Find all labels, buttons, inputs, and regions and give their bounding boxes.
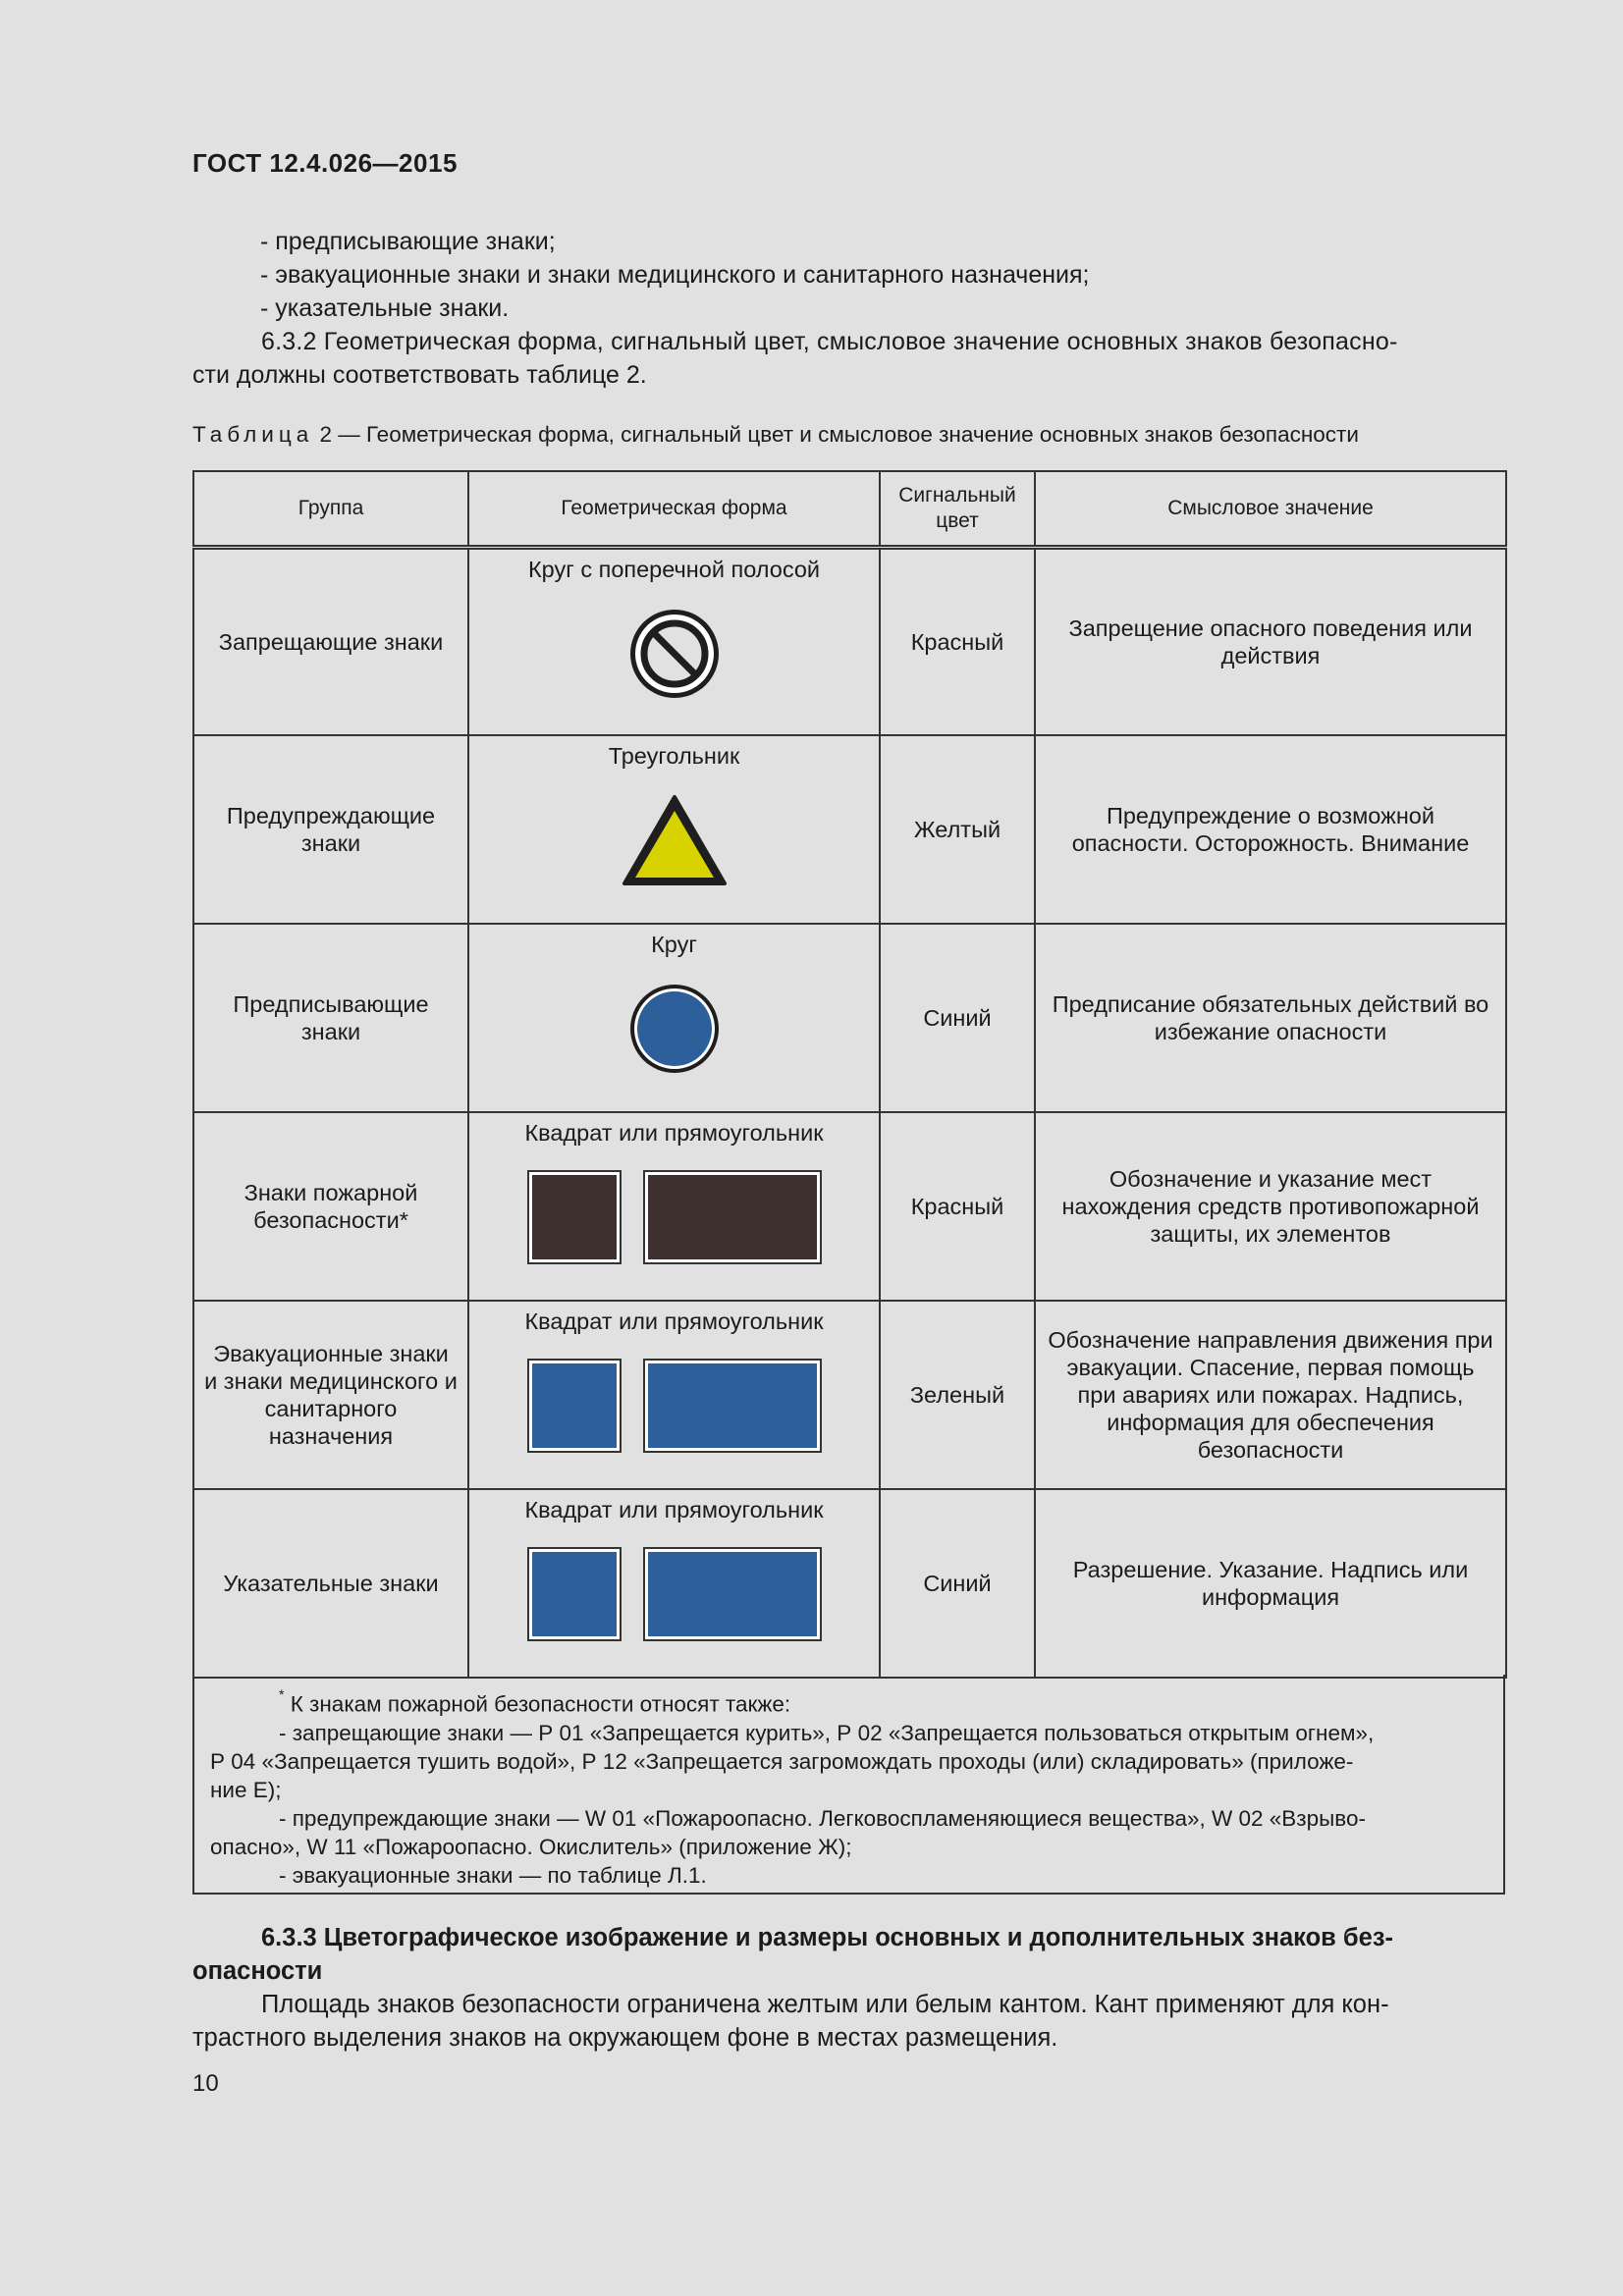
header-group: Группа <box>193 471 468 547</box>
section-title-line2: опасности <box>192 1957 323 1985</box>
cell-color: Красный <box>880 1112 1035 1301</box>
cell-shape <box>468 1489 880 1678</box>
warning-triangle-icon <box>621 793 729 887</box>
cell-meaning: Предупреждение о возможной опасности. Осторожность. Внимание <box>1035 735 1506 924</box>
shape-label: Квадрат или прямоугольник <box>524 1308 824 1334</box>
table-caption <box>192 422 1359 448</box>
cell-group: Эвакуационные знаки и знаки медицинского и санитарного назначения <box>193 1301 468 1489</box>
footnote-line: - эвакуационные знаки — по таблице Л.1. <box>279 1862 707 1888</box>
cell-shape <box>468 1301 880 1489</box>
square-swatch <box>529 1361 620 1451</box>
indicator-rectangles-icon <box>479 1545 869 1643</box>
section-body-line1: Площадь знаков безопасности ограничена желтым или белым кантом. Кант применяют для кон- <box>261 1991 1389 2018</box>
cell-group: Запрещающие знаки <box>193 547 468 735</box>
cell-group: Предписывающие знаки <box>193 924 468 1112</box>
table-row <box>193 547 1506 735</box>
shape-label: Круг <box>651 932 697 957</box>
cell-meaning: Запрещение опасного поведения или действия <box>1035 547 1506 735</box>
document-code-header: ГОСТ 12.4.026—2015 <box>192 148 458 178</box>
table-footnote <box>192 1675 1505 1895</box>
shape-label: Круг с поперечной полосой <box>527 556 821 582</box>
clause-6-3-2 <box>192 325 1504 392</box>
table-caption-text: 2 — Геометрическая форма, сигнальный цвет и смысловое значение основных знаков безопасности <box>313 422 1359 447</box>
cell-color: Красный <box>880 547 1035 735</box>
list-item: - указательные знаки. <box>260 294 510 322</box>
header-shape: Геометрическая форма <box>468 471 880 547</box>
shape-label: Квадрат или прямоугольник <box>524 1497 824 1522</box>
square-swatch <box>529 1172 620 1262</box>
cell-color: Синий <box>880 1489 1035 1678</box>
prohibition-sign-icon <box>627 607 722 701</box>
cell-meaning: Предписание обязательных действий во избежание опасности <box>1035 924 1506 1112</box>
cell-color: Желтый <box>880 735 1035 924</box>
rectangle-swatch <box>645 1172 820 1262</box>
footnote-line: - предупреждающие знаки — W 01 «Пожароопасно. Легковоспламеняющиеся вещества», W 02 «Взрыво- <box>279 1805 1366 1831</box>
footnote-marker: * <box>279 1686 285 1702</box>
footnote-line: опасно», W 11 «Пожароопасно. Окислитель» (приложение Ж); <box>210 1834 852 1859</box>
cell-meaning: Разрешение. Указание. Надпись или информация <box>1035 1489 1506 1678</box>
fire-safety-rectangles-icon <box>479 1168 869 1266</box>
square-swatch <box>529 1549 620 1639</box>
table-row <box>193 924 1506 1112</box>
section-6-3-3 <box>192 1921 1504 2055</box>
table-row <box>193 1489 1506 1678</box>
list-item: - предписывающие знаки; <box>260 228 556 255</box>
cell-color: Зеленый <box>880 1301 1035 1489</box>
rectangle-swatch <box>645 1361 820 1451</box>
mandatory-circle-icon <box>627 982 722 1076</box>
table-caption-label: Таблица <box>192 422 314 447</box>
cell-meaning: Обозначение и указание мест нахождения средств противопожарной защиты, их элементов <box>1035 1112 1506 1301</box>
cell-group: Знаки пожарной безопасности* <box>193 1112 468 1301</box>
evacuation-rectangles-icon <box>479 1357 869 1455</box>
footnote-line: - запрещающие знаки — Р 01 «Запрещается курить», Р 02 «Запрещается пользоваться открытым огнем», <box>279 1720 1375 1745</box>
footnote-line: Р 04 «Запрещается тушить водой», Р 12 «Запрещается загромождать проходы (или) складировать» (приложе- <box>210 1748 1354 1774</box>
page-number: 10 <box>192 2070 219 2097</box>
cell-shape <box>468 924 880 1112</box>
cell-group: Предупреждающие знаки <box>193 735 468 924</box>
footnote-intro: * К знакам пожарной безопасности относят также: <box>279 1686 791 1717</box>
cell-shape <box>468 735 880 924</box>
table-row <box>193 735 1506 924</box>
cell-meaning: Обозначение направления движения при эвакуации. Спасение, первая помощь при авариях или пожарах. Надпись, информация для обеспечения безопасности <box>1035 1301 1506 1489</box>
safety-signs-table <box>192 470 1507 1679</box>
footnote-line: ние Е); <box>210 1777 282 1802</box>
list-item: - эвакуационные знаки и знаки медицинского и санитарного назначения; <box>260 261 1090 289</box>
clause-6-3-2-line2: сти должны соответствовать таблице 2. <box>192 361 647 389</box>
section-body-line2: трастного выделения знаков на окружающем фоне в местах размещения. <box>192 2024 1058 2052</box>
cell-color: Синий <box>880 924 1035 1112</box>
table-row <box>193 1301 1506 1489</box>
cell-shape <box>468 547 880 735</box>
cell-group: Указательные знаки <box>193 1489 468 1678</box>
shape-label: Треугольник <box>608 743 740 769</box>
rectangle-swatch <box>645 1549 820 1639</box>
cell-shape <box>468 1112 880 1301</box>
table-row <box>193 1112 1506 1301</box>
header-meaning: Смысловое значение <box>1035 471 1506 547</box>
shape-label: Квадрат или прямоугольник <box>524 1120 824 1146</box>
header-color: Сигнальный цвет <box>880 471 1035 547</box>
table-header-row <box>193 471 1506 547</box>
section-title-line1: 6.3.3 Цветографическое изображение и размеры основных и дополнительных знаков без- <box>261 1924 1394 1951</box>
clause-6-3-2-line1: 6.3.2 Геометрическая форма, сигнальный цвет, смысловое значение основных знаков безопасно- <box>261 328 1398 355</box>
